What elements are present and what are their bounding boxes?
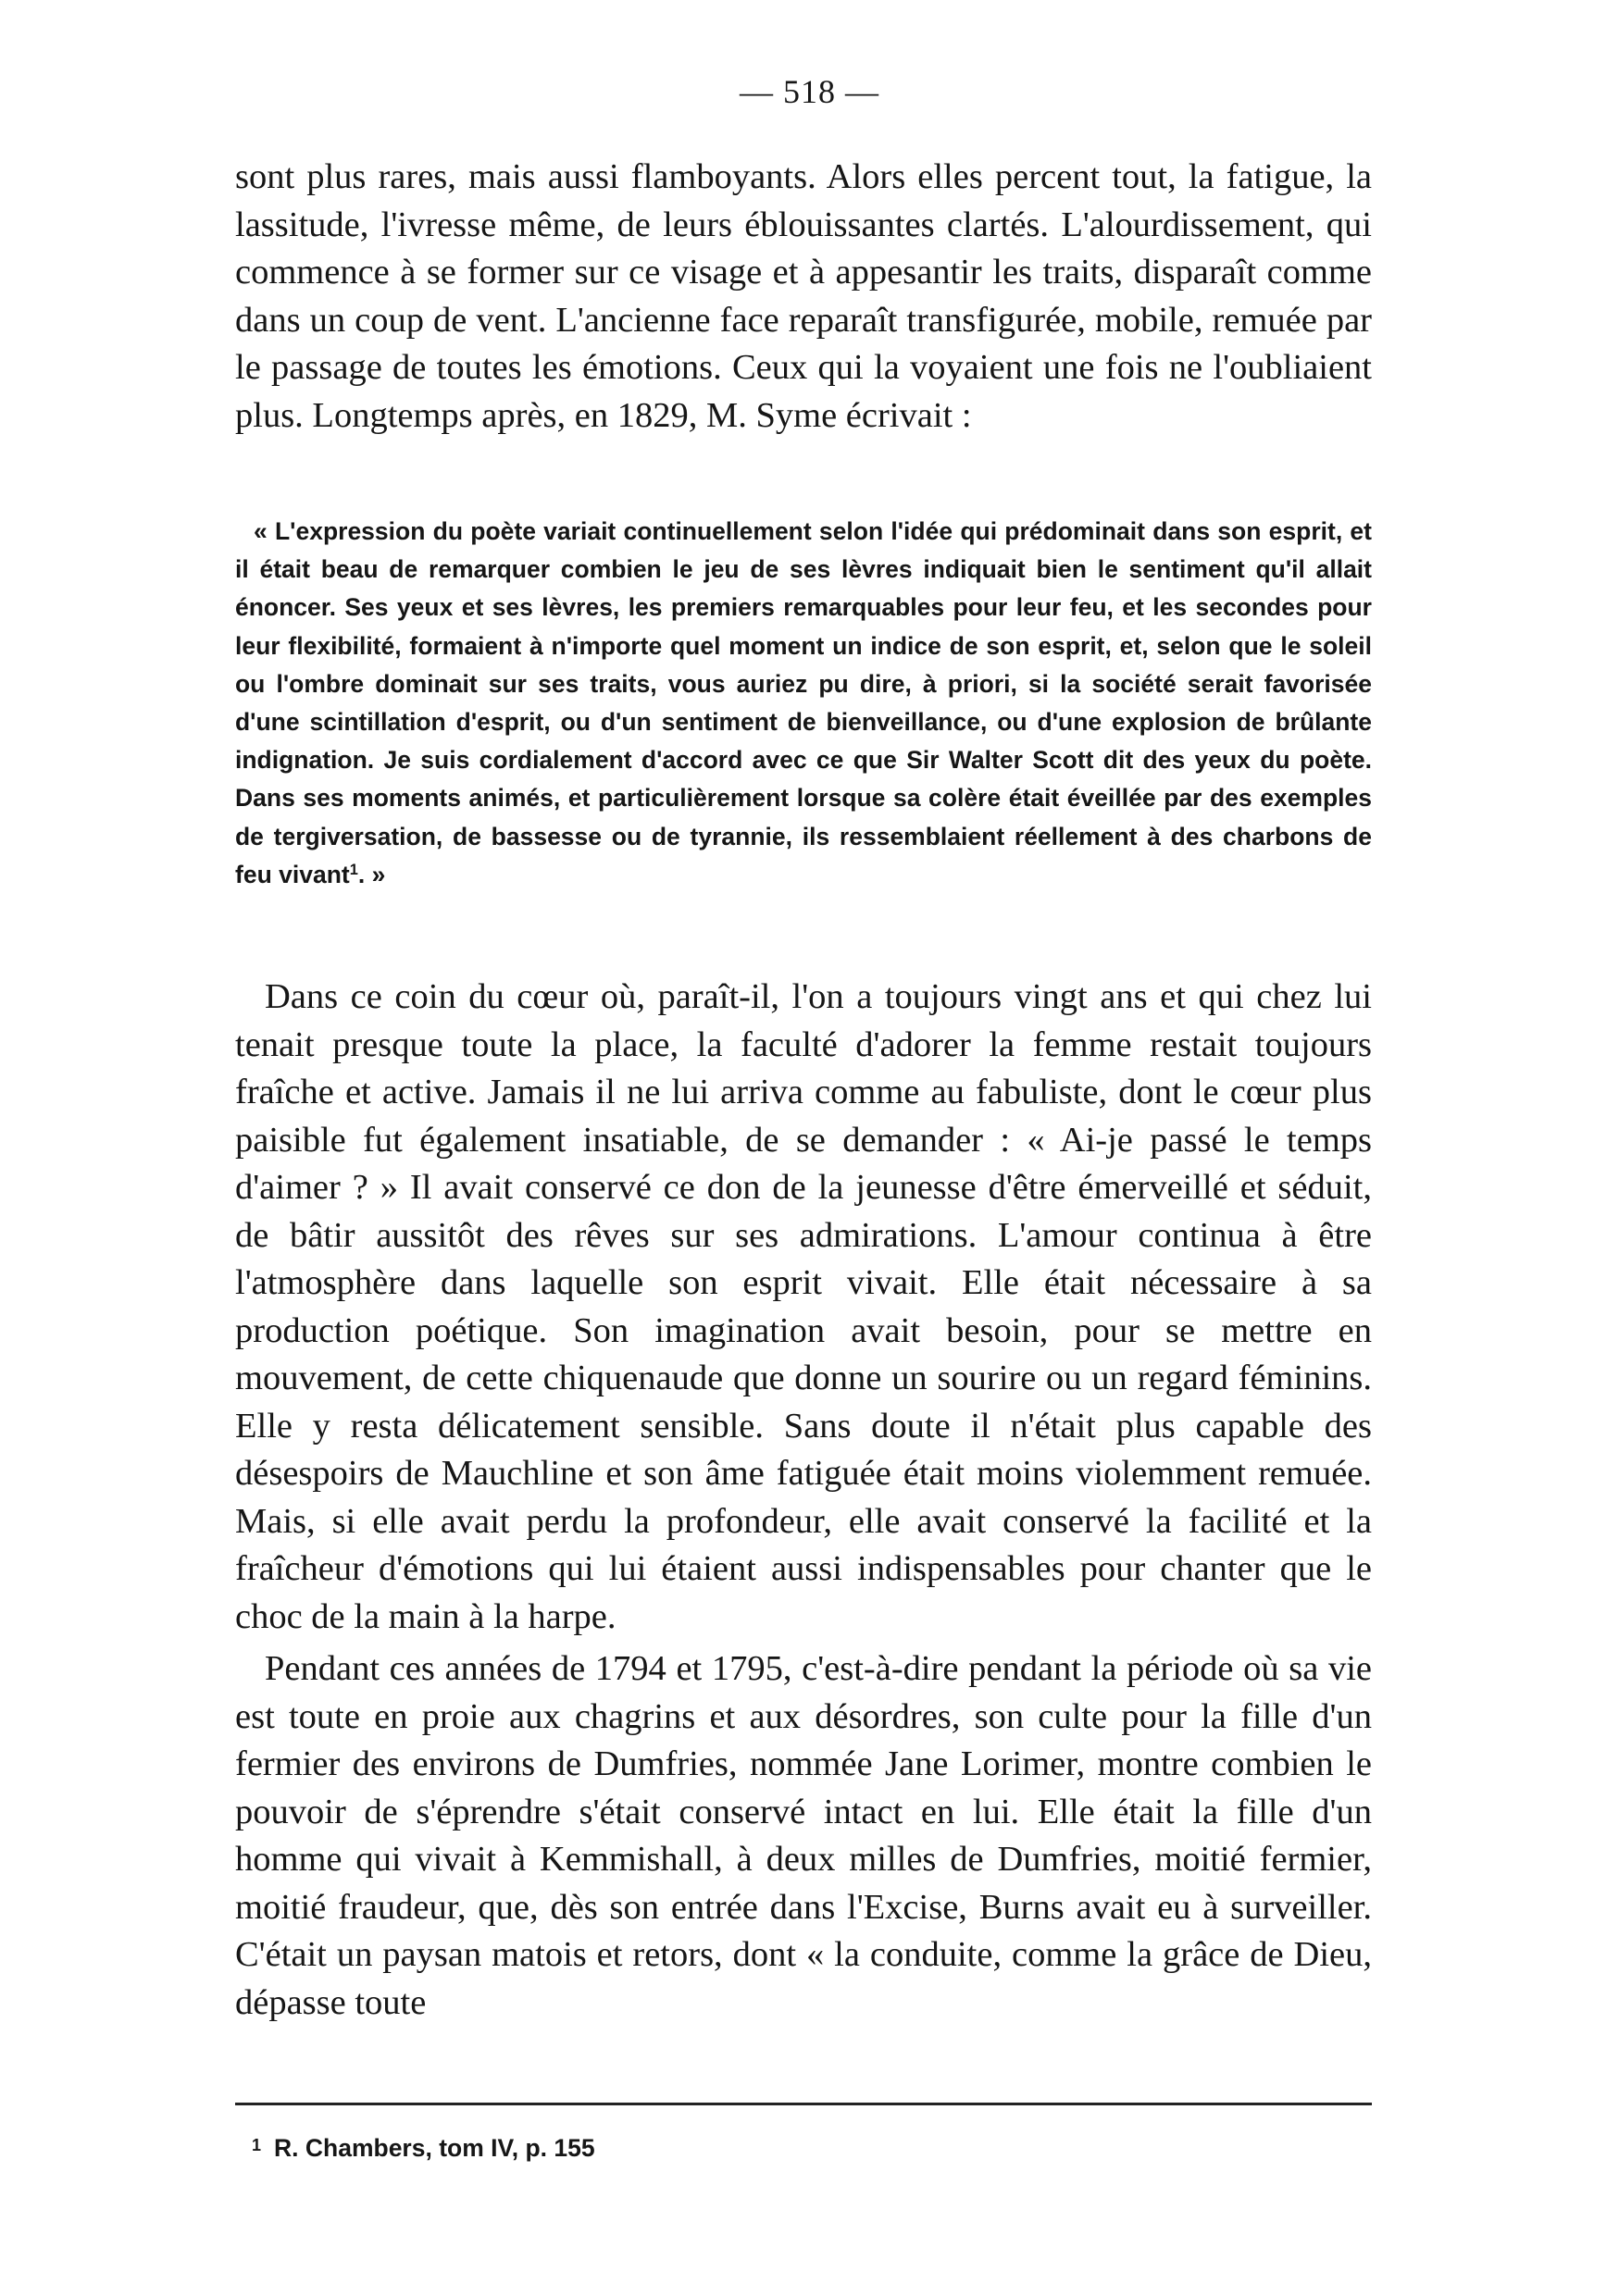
paragraph-1: sont plus rares, mais aussi flamboyants. Alors elles percent tout, la fatigue, la lassitude, l'ivresse même, de leurs éblouissantes clartés. L'alourdissement, qui commence à se former sur ce visage et à appesantir les traits, disparaît comme dans un coup de vent. L'ancienne face reparaît transfigurée, mobile, remuée par le passage de toutes les émotions. Ceux qui la voyaient une fois ne l'oubliaient plus. Longtemps après, en 1829, M. Syme écrivait : bbox=[235, 157, 1372, 435]
footnote-text: R. Chambers, tom IV, p. 155 bbox=[274, 2134, 595, 2162]
paragraph-3: Pendant ces années de 1794 et 1795, c'est-à-dire pendant la période où sa vie est toute en proie aux chagrins et aux désordres, son culte pour la fille d'un fermier des environs de Dumfries, nommée Jane Lorimer, montre combien le pouvoir de s'éprendre s'était conservé intact en lui. Elle était la fille d'un homme qui vivait à Kemmishall, à deux milles de Dumfries, moitié fermier, moitié fraudeur, que, dès son entrée dans l'Excise, Burns avait eu à surveiller. C'était un paysan matois et retors, dont « la conduite, comme la grâce de Dieu, dépasse toute bbox=[235, 1649, 1372, 2022]
page-number: — 518 — bbox=[740, 73, 879, 110]
footnote-mark: 1 bbox=[252, 2136, 262, 2154]
paragraph-2: Dans ce coin du cœur où, paraît-il, l'on a toujours vingt ans et qui chez lui tenait presque toute la place, la faculté d'adorer la femme restait toujours fraîche et active. Jamais il ne lui arriva comme au fabuliste, dont le cœur plus paisible fut également insatiable, de se demander : « Ai-je passé le temps d'aimer ? » Il avait conservé ce don de la jeunesse d'être émerveillé et séduit, de bâtir aussitôt des rêves sur ses admirations. L'amour continua à être l'atmosphère dans laquelle son esprit vivait. Elle était nécessaire à sa production poétique. Son imagination avait besoin, pour se mettre en mouvement, de cette chiquenaude que donne un sourire ou un regard féminins. Elle y resta délicatement sensible. Sans doute il n'était plus capable des désespoirs de Mauchline et son âme fatiguée était moins violemment remuée. Mais, si elle avait perdu la profondeur, elle avait conservé la facilité et la fraîcheur d'émotions qui lui étaient aussi indispensables pour chanter que le choc de la main à la harpe. bbox=[235, 977, 1372, 1636]
footnote bbox=[252, 2128, 595, 2165]
block-quote bbox=[235, 513, 1372, 894]
footnote-divider bbox=[235, 2103, 1372, 2105]
footnote-reference: 1 bbox=[349, 861, 358, 878]
block-quote-text: « L'expression du poète variait continuellement selon l'idée qui prédominait dans son esprit, et il était beau de remarquer combien le jeu de ses lèvres indiquait bien le sentiment qu'il allait énoncer. Ses yeux et ses lèvres, les premiers remarquables pour leur feu, et les secondes pour leur flexibilité, formaient à n'importe quel moment un indice de son esprit, et, selon que le soleil ou l'ombre dominait sur ses traits, vous auriez pu dire, à priori, si la société serait favorisée d'une scintillation d'esprit, ou d'un sentiment de bienveillance, ou d'une explosion de brûlante indignation. Je suis cordialement d'accord avec ce que Sir Walter Scott dit des yeux du poète. Dans ses moments animés, et particulièrement lorsque sa colère était éveillée par des exemples de tergiversation, de bassesse ou de tyrannie, ils ressemblaient réellement à des charbons de feu vivant bbox=[235, 517, 1372, 888]
block-quote-close: . » bbox=[357, 860, 386, 888]
